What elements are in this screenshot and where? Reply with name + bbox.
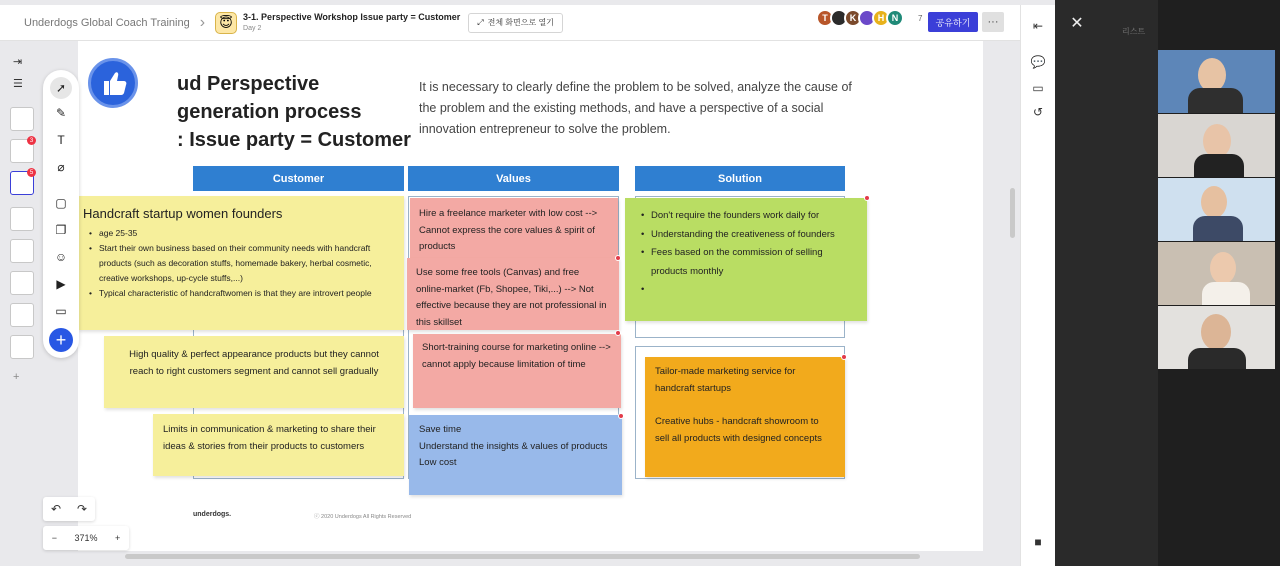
avatar[interactable]: T [816,9,834,27]
history-icon[interactable]: ↺ [1032,105,1044,119]
select-tool-icon[interactable]: ➚ [50,77,72,99]
resize-handle[interactable] [618,413,624,419]
thumbs-up-icon [88,58,138,108]
right-rail [1020,5,1055,566]
menu-icon[interactable]: ☰ [13,78,23,90]
breadcrumb-course[interactable]: Underdogs Global Coach Training [24,16,190,29]
pen-tool-icon[interactable]: ✎ [55,106,67,120]
video-participants [1158,50,1275,370]
note-spacer [655,397,835,414]
sticky-note-customer-limits[interactable]: Limits in communication & marketing to share their ideas & stories from their products to customers [153,414,404,476]
participant-face [1201,314,1231,350]
note-item: • Start their own business based on their community needs with handcraft products (such as decoration stuffs, homemade bakery, herbal cosmetic, creative workshops, up-cycle stuffs,...) [89,241,394,286]
close-icon[interactable]: ✕ [1070,15,1084,32]
page-thumbnail[interactable] [10,239,34,263]
page-thumbnail[interactable] [10,107,34,131]
board-title: 3-1. Perspective Workshop Issue party = Customer [243,11,461,22]
board-emoji-icon: 😇 [215,12,237,34]
note-line: Tailor-made marketing service for handcraft startups [655,366,796,394]
participant-body [1193,216,1243,241]
resize-handle[interactable] [841,354,847,360]
share-button[interactable]: 공유하기 [928,12,978,32]
fullscreen-label: 전체 화면으로 열기 [487,18,554,27]
sticky-note-solution-services[interactable] [645,357,845,477]
note-item: • Fees based on the commission of selling products monthly [641,244,857,281]
video-tile[interactable] [1158,50,1275,113]
footer-copyright: ⓒ 2020 Underdogs All Rights Reserved [314,514,412,520]
note-title: Handcraft startup women founders [83,206,283,221]
video-tool-icon[interactable]: ▶ [56,277,66,291]
column-header-customer: Customer [193,166,404,191]
page-thumbnail[interactable] [10,139,34,163]
page-thumbnail[interactable] [10,335,34,359]
participant-face [1198,58,1226,92]
note-line: Save time [419,424,462,435]
comment-tool-icon[interactable]: ▭ [55,304,67,318]
background-list-label: 리스트 [1122,27,1146,36]
emoji-tool-icon[interactable]: ☺ [54,250,68,264]
note-line: Low cost [419,457,457,468]
page-thumbnail[interactable] [10,207,34,231]
sticky-note-customer-main[interactable] [78,196,404,330]
collapse-panel-icon[interactable]: ⇤ [1032,19,1044,33]
avatar[interactable]: H [872,9,890,27]
notification-badge: 5 [27,168,36,177]
zoom-out-button[interactable]: − [51,533,57,543]
video-tile[interactable] [1158,114,1275,177]
fullscreen-button[interactable] [468,13,563,33]
sticky-note-values-freelance[interactable]: Hire a freelance marketer with low cost --> Cannot express the core values & spirit of products [410,198,618,258]
note-item: • Typical characteristic of handcraftwomen is that they are introvert people [89,286,394,301]
participant-face [1210,252,1236,284]
vertical-scrollbar[interactable] [1010,188,1015,238]
participant-body [1202,282,1250,305]
slide-title-line: : Issue party = Customer [177,129,411,151]
resize-handle[interactable] [615,255,621,261]
sticky-note-tool-icon[interactable]: ▢ [55,196,67,210]
board-title-block[interactable] [243,12,460,34]
slide-title [177,70,411,154]
footer-logo: underdogs. [193,511,232,518]
page-thumbnail[interactable] [10,303,34,327]
add-page-icon[interactable]: + [13,371,20,383]
slide-intro: It is necessary to clearly define the problem to be solved, analyze the cause of the problem and the existing methods, and have a perspective of a social innovation entrepreneur to solve the problem. [419,80,852,136]
video-camera-icon[interactable]: ■ [1034,535,1042,549]
slide-title-line: generation process [177,101,362,123]
participant-face [1201,186,1227,218]
video-tile[interactable] [1158,242,1275,305]
page-thumbnail-active[interactable] [10,171,34,195]
comment-icon[interactable]: ▭ [1032,81,1044,95]
sticky-note-customer-quality[interactable]: High quality & perfect appearance products but they cannot reach to right customers segment and cannot sell gradually [104,336,404,408]
sticky-note-values-tools[interactable]: Use some free tools (Canvas) and free online-market (Fb, Shopee, Tiki,...) --> Not effective because they are not professional in this skillset [407,258,619,330]
background-window [1055,0,1158,566]
column-header-solution: Solution [635,166,845,191]
note-line: Creative hubs - handcraft showroom to sell all products with designed concepts [655,416,822,444]
sticky-note-values-benefits[interactable] [409,415,622,495]
resize-handle[interactable] [864,195,870,201]
redo-icon[interactable]: ↷ [76,502,88,516]
notification-badge: 3 [27,136,36,145]
chat-icon[interactable]: 💬 [1030,55,1046,69]
participant-face [1203,124,1231,158]
slide-title-line: ud Perspective [177,73,320,95]
expand-sidebar-icon[interactable]: ⇥ [13,56,23,68]
chevron-right-icon: › [199,13,206,31]
expand-icon: ⤢ [477,17,484,27]
video-tile[interactable] [1158,306,1275,369]
note-item: • Don't require the founders work daily for [641,207,857,226]
avatar[interactable]: K [844,9,862,27]
page-thumbnail[interactable] [10,271,34,295]
board-subtitle: Day 2 [243,24,262,32]
note-item: • Understanding the creativeness of founders [641,226,857,245]
copy-tool-icon[interactable]: ❐ [55,223,67,237]
horizontal-scrollbar[interactable] [125,554,920,559]
text-tool-icon[interactable]: T [57,133,65,147]
participant-body [1194,154,1244,177]
add-element-button[interactable]: + [49,328,73,352]
attachment-icon[interactable]: ⌀ [57,160,65,174]
tool-palette [43,70,79,358]
sticky-note-solution-requirements[interactable] [625,198,867,321]
participant-body [1188,348,1246,369]
avatar[interactable]: N [886,9,904,27]
column-header-values: Values [408,166,619,191]
note-line: Understand the insights & values of products [419,440,608,452]
zoom-level[interactable]: 371% [74,533,98,543]
video-tile[interactable] [1158,178,1275,241]
page-rail [7,45,37,400]
undo-icon[interactable]: ↶ [50,502,62,516]
participant-avatars[interactable] [816,9,900,27]
zoom-controls [43,526,129,550]
note-item: • age 25-35 [89,226,394,241]
resize-handle[interactable] [615,330,621,336]
participant-body [1188,88,1243,113]
history-controls [43,497,95,521]
sticky-note-values-training[interactable]: Short-training course for marketing online --> cannot apply because limitation of time [413,334,621,408]
zoom-in-button[interactable]: + [114,533,121,543]
participant-count: 7 [918,14,923,23]
more-options-button[interactable]: ··· [982,12,1004,32]
